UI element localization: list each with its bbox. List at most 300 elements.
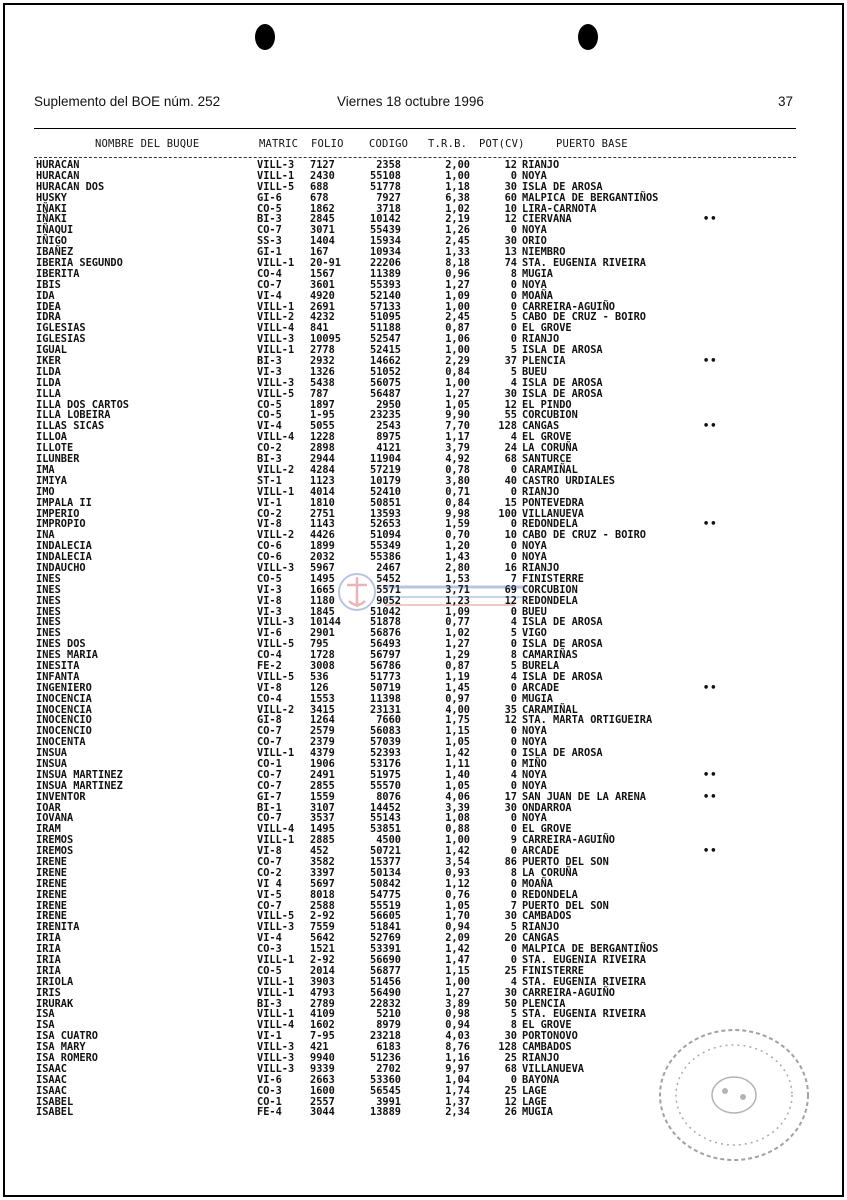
puerto-base-cell: BAYONA xyxy=(522,1073,560,1086)
puerto-base-cell: CORCUBION xyxy=(522,583,578,596)
codigo-cell: 51778 xyxy=(370,180,401,193)
table-row xyxy=(0,225,847,236)
codigo-cell: 53360 xyxy=(370,1073,401,1086)
pot-cell: 13 xyxy=(504,246,517,259)
codigo-cell: 52140 xyxy=(370,289,401,302)
codigo-cell: 56786 xyxy=(370,659,401,672)
pot-cell: 12 xyxy=(504,1095,517,1108)
matric-cell: VILL-2 xyxy=(257,703,295,716)
folio-cell: 3582 xyxy=(310,856,335,868)
vessel-name: INDALECIA xyxy=(36,540,92,553)
vessel-name: ISAAC xyxy=(36,1084,67,1097)
trb-cell: 1,15 xyxy=(445,964,470,977)
pot-cell: 0 xyxy=(510,333,517,346)
folio-cell: 1495 xyxy=(310,572,335,585)
publication-title: Suplemento del BOE núm. 252 xyxy=(34,94,221,109)
pot-cell: 10 xyxy=(504,529,517,542)
puerto-base-cell: NOYA xyxy=(522,779,547,792)
vessel-name: INOCENCIO xyxy=(36,725,92,738)
codigo-cell: 55570 xyxy=(370,779,401,792)
table-row xyxy=(0,432,847,443)
matric-cell: CO-5 xyxy=(257,398,282,411)
table-row xyxy=(0,356,847,367)
pot-cell: 0 xyxy=(510,551,517,564)
vessel-table xyxy=(0,160,847,1118)
matric-cell: CO-3 xyxy=(257,1084,282,1097)
table-row xyxy=(0,160,847,171)
folio-cell: 7127 xyxy=(310,159,335,171)
table-row xyxy=(0,813,847,824)
folio-cell: 5642 xyxy=(310,932,335,945)
table-row xyxy=(0,596,847,607)
codigo-cell: 56877 xyxy=(370,964,401,977)
vessel-name: IDEA xyxy=(36,300,61,313)
puerto-base-cell: EL PINDO xyxy=(522,398,572,411)
puerto-base-cell: NOYA xyxy=(522,169,547,182)
codigo-cell: 13889 xyxy=(370,1106,401,1119)
folio-cell: 1845 xyxy=(310,605,335,618)
vessel-name: INSUA MARTINEZ xyxy=(36,779,123,792)
codigo-cell: 10142 xyxy=(370,213,401,226)
puerto-base-cell: BUEU xyxy=(522,605,547,618)
folio-cell: 1143 xyxy=(310,518,335,531)
puerto-base-cell: NOYA xyxy=(522,736,547,749)
codigo-cell: 51095 xyxy=(370,311,401,324)
trb-cell: 3,80 xyxy=(445,474,470,487)
pot-cell: 16 xyxy=(504,561,517,574)
folio-cell: 1810 xyxy=(310,496,335,509)
table-row xyxy=(0,803,847,814)
matric-cell: CO-6 xyxy=(257,551,282,564)
trb-cell: 1,05 xyxy=(445,398,470,411)
codigo-cell: 6183 xyxy=(376,1041,401,1054)
codigo-cell: 51456 xyxy=(370,975,401,988)
trb-cell: 0,88 xyxy=(445,823,470,836)
pot-cell: 0 xyxy=(510,638,517,651)
vessel-name: IRENE xyxy=(36,866,67,879)
vessel-name: INESITA xyxy=(36,659,80,672)
trb-cell: 3,39 xyxy=(445,801,470,814)
pot-cell: 8 xyxy=(510,1019,517,1032)
trb-cell: 1,70 xyxy=(445,910,470,923)
folio-cell: 1906 xyxy=(310,757,335,770)
vessel-name: IBAÑEZ xyxy=(36,246,74,259)
pot-cell: 60 xyxy=(504,191,517,204)
vessel-name: IRIS xyxy=(36,986,61,999)
matric-cell: BI-1 xyxy=(257,801,282,814)
vessel-name: IÑIGO xyxy=(36,235,67,248)
codigo-cell: 53391 xyxy=(370,943,401,956)
vessel-name: INDALECIA xyxy=(36,551,92,564)
matric-cell: VILL-2 xyxy=(257,529,295,542)
folio-cell: 452 xyxy=(310,845,329,858)
codigo-cell: 5571 xyxy=(376,583,401,596)
matric-cell: GI-8 xyxy=(257,714,282,727)
codigo-cell: 7927 xyxy=(376,191,401,204)
puerto-base-cell: FINISTERRE xyxy=(522,572,584,585)
trb-cell: 1,27 xyxy=(445,387,470,400)
trb-cell: 1,15 xyxy=(445,725,470,738)
puerto-base-cell: CANGAS xyxy=(522,420,560,433)
table-row xyxy=(0,323,847,334)
codigo-cell: 56690 xyxy=(370,954,401,967)
vessel-name: INOCENCIO xyxy=(36,714,92,727)
trb-cell: 6,38 xyxy=(445,191,470,204)
pot-cell: 74 xyxy=(504,257,517,270)
pot-cell: 0 xyxy=(510,888,517,901)
pot-cell: 15 xyxy=(504,496,517,509)
puerto-base-cell: LA CORUÑA xyxy=(522,866,578,879)
vessel-name: ILUNBER xyxy=(36,453,80,466)
puerto-base-cell: CAMBADOS xyxy=(522,1041,572,1054)
matric-cell: VI-4 xyxy=(257,420,282,433)
trb-cell: 2,29 xyxy=(445,355,470,368)
column-header-rule xyxy=(34,157,796,158)
matric-cell: CO-6 xyxy=(257,540,282,553)
folio-cell: 2491 xyxy=(310,768,335,781)
puerto-base-cell: CARAMIÑAL xyxy=(522,463,578,476)
codigo-cell: 53176 xyxy=(370,757,401,770)
trb-cell: 1,20 xyxy=(445,540,470,553)
table-row xyxy=(0,563,847,574)
codigo-cell: 52547 xyxy=(370,333,401,346)
folio-cell: 10144 xyxy=(310,616,341,629)
vessel-name: IRIA xyxy=(36,954,61,967)
trb-cell: 0,76 xyxy=(445,888,470,901)
vessel-name: IRIOLA xyxy=(36,975,74,988)
trb-cell: 1,45 xyxy=(445,681,470,694)
trb-cell: 1,02 xyxy=(445,202,470,215)
pot-cell: 5 xyxy=(510,1008,517,1021)
folio-cell: 167 xyxy=(310,246,329,259)
puerto-base-cell: STA. EUGENIA RIVEIRA xyxy=(522,1008,646,1021)
folio-cell: 3903 xyxy=(310,975,335,988)
table-row xyxy=(0,999,847,1010)
puerto-base-cell: PLENCIA xyxy=(522,355,566,368)
pot-cell: 8 xyxy=(510,267,517,280)
matric-cell: CO-7 xyxy=(257,812,282,825)
puerto-base-cell: REDONDELA xyxy=(522,888,578,901)
puerto-base-cell: LIRA-CARNOTA xyxy=(522,202,597,215)
puerto-base-cell: PORTONOVO xyxy=(522,1030,578,1043)
pot-cell: 0 xyxy=(510,757,517,770)
puerto-base-cell: REDONDELA xyxy=(522,594,578,607)
vessel-name: ILLAS SICAS xyxy=(36,420,105,433)
pot-cell: 9 xyxy=(510,834,517,847)
puerto-base-cell: RIANJO xyxy=(522,333,560,346)
codigo-cell: 51236 xyxy=(370,1052,401,1065)
trb-cell: 2,34 xyxy=(445,1106,470,1119)
trb-cell: 4,03 xyxy=(445,1030,470,1043)
vessel-name: ILDA xyxy=(36,365,61,378)
table-row xyxy=(0,705,847,716)
trb-cell: 1,47 xyxy=(445,954,470,967)
pot-cell: 0 xyxy=(510,954,517,967)
puerto-base-cell: LAGE xyxy=(522,1095,547,1108)
folio-cell: 2932 xyxy=(310,355,335,368)
folio-cell: 3415 xyxy=(310,703,335,716)
puerto-base-cell: CARREIRA-AGUIÑO xyxy=(522,834,615,847)
pot-cell: 24 xyxy=(504,442,517,455)
table-row xyxy=(0,476,847,487)
matric-cell: CO-7 xyxy=(257,278,282,291)
trb-cell: 1,43 xyxy=(445,551,470,564)
puerto-base-cell: PLENCIA xyxy=(522,997,566,1010)
puerto-base-cell: MIÑO xyxy=(522,757,547,770)
matric-cell: VILL-1 xyxy=(257,747,295,760)
vessel-name: INFANTA xyxy=(36,670,80,683)
folio-cell: 2789 xyxy=(310,997,335,1010)
trb-cell: 1,42 xyxy=(445,747,470,760)
codigo-cell: 15377 xyxy=(370,856,401,868)
puerto-base-cell: CIERVANA xyxy=(522,213,572,226)
matric-cell: VILL-1 xyxy=(257,954,295,967)
pot-cell: 25 xyxy=(504,1084,517,1097)
puerto-base-cell: ISLA DE AROSA xyxy=(522,376,603,389)
vessel-name: IRIA xyxy=(36,964,61,977)
codigo-cell: 5452 xyxy=(376,572,401,585)
folio-cell: 2901 xyxy=(310,627,335,640)
pot-cell: 50 xyxy=(504,997,517,1010)
matric-cell: VI-8 xyxy=(257,681,282,694)
folio-cell: 1559 xyxy=(310,790,335,803)
vessel-name: INES xyxy=(36,605,61,618)
matric-cell: VI-1 xyxy=(257,1030,282,1043)
official-seal-stamp xyxy=(655,1025,813,1165)
puerto-base-cell: ISLA DE AROSA xyxy=(522,616,603,629)
vessel-name: IRENE xyxy=(36,856,67,868)
codigo-cell: 15934 xyxy=(370,235,401,248)
vessel-name: IMO xyxy=(36,485,55,498)
trb-cell: 1,33 xyxy=(445,246,470,259)
table-row xyxy=(0,171,847,182)
codigo-cell: 50719 xyxy=(370,681,401,694)
pot-cell: 30 xyxy=(504,1030,517,1043)
vessel-name: HURACAN xyxy=(36,169,80,182)
mark-cell: •• xyxy=(703,420,718,433)
matric-cell: BI-3 xyxy=(257,453,282,466)
folio-cell: 2778 xyxy=(310,344,335,357)
puerto-base-cell: CASTRO URDIALES xyxy=(522,474,615,487)
vessel-name: ISA xyxy=(36,1019,55,1032)
puerto-base-cell: ISLA DE AROSA xyxy=(522,344,603,357)
table-row xyxy=(0,792,847,803)
vessel-name: ISAAC xyxy=(36,1062,67,1075)
vessel-name: IBERITA xyxy=(36,267,80,280)
matric-cell: VILL-3 xyxy=(257,1062,295,1075)
codigo-cell: 51841 xyxy=(370,921,401,934)
trb-cell: 0,93 xyxy=(445,866,470,879)
vessel-name: IGLESIAS xyxy=(36,322,86,335)
vessel-name: IRURAK xyxy=(36,997,74,1010)
pot-cell: 25 xyxy=(504,1052,517,1065)
vessel-name: IÑAKI xyxy=(36,213,67,226)
puerto-base-cell: MOAÑA xyxy=(522,877,553,890)
pot-cell: 0 xyxy=(510,812,517,825)
table-row xyxy=(0,214,847,225)
vessel-name: ILLA LOBEIRA xyxy=(36,409,111,422)
mark-cell: •• xyxy=(703,790,718,803)
trb-cell: 0,97 xyxy=(445,692,470,705)
table-row xyxy=(0,944,847,955)
pot-cell: 7 xyxy=(510,899,517,912)
matric-cell: GI-1 xyxy=(257,246,282,259)
trb-cell: 1,06 xyxy=(445,333,470,346)
table-row xyxy=(0,857,847,868)
matric-cell: VILL-4 xyxy=(257,322,295,335)
pot-cell: 8 xyxy=(510,866,517,879)
trb-cell: 1,00 xyxy=(445,834,470,847)
table-row xyxy=(0,759,847,770)
pot-cell: 10 xyxy=(504,202,517,215)
pot-cell: 0 xyxy=(510,289,517,302)
table-row xyxy=(0,770,847,781)
matric-cell: VILL-1 xyxy=(257,975,295,988)
vessel-name: ISABEL xyxy=(36,1106,74,1119)
table-row xyxy=(0,846,847,857)
folio-cell: 1899 xyxy=(310,540,335,553)
folio-cell: 2751 xyxy=(310,507,335,520)
puerto-base-cell: MALPICA DE BERGANTIÑOS xyxy=(522,191,659,204)
codigo-cell: 4121 xyxy=(376,442,401,455)
vessel-name: IRENE xyxy=(36,910,67,923)
pot-cell: 4 xyxy=(510,376,517,389)
pot-cell: 0 xyxy=(510,877,517,890)
table-row xyxy=(0,182,847,193)
folio-cell: 3537 xyxy=(310,812,335,825)
vessel-name: ILLOTE xyxy=(36,442,74,455)
pot-cell: 37 xyxy=(504,355,517,368)
trb-cell: 1,08 xyxy=(445,812,470,825)
folio-cell: 688 xyxy=(310,180,329,193)
folio-cell: 5967 xyxy=(310,561,335,574)
trb-cell: 3,54 xyxy=(445,856,470,868)
codigo-cell: 10179 xyxy=(370,474,401,487)
trb-cell: 1,26 xyxy=(445,224,470,237)
pot-cell: 5 xyxy=(510,921,517,934)
pot-cell: 128 xyxy=(498,1041,517,1054)
punch-hole-left xyxy=(255,24,275,50)
matric-cell: CO-3 xyxy=(257,943,282,956)
folio-cell: 1495 xyxy=(310,823,335,836)
puerto-base-cell: REDONDELA xyxy=(522,518,578,531)
pot-cell: 30 xyxy=(504,986,517,999)
table-row xyxy=(0,617,847,628)
vessel-name: IÑAQUI xyxy=(36,224,74,237)
puerto-base-cell: EL GROVE xyxy=(522,322,572,335)
trb-cell: 0,84 xyxy=(445,496,470,509)
vessel-name: ILLA xyxy=(36,387,61,400)
trb-cell: 1,27 xyxy=(445,986,470,999)
matric-cell: VILL-1 xyxy=(257,169,295,182)
mark-cell: •• xyxy=(703,681,718,694)
trb-cell: 9,98 xyxy=(445,507,470,520)
codigo-cell: 56075 xyxy=(370,376,401,389)
codigo-cell: 23131 xyxy=(370,703,401,716)
table-row xyxy=(0,498,847,509)
matric-cell: BI-3 xyxy=(257,997,282,1010)
codigo-cell: 3718 xyxy=(376,202,401,215)
matric-cell: ST-1 xyxy=(257,474,282,487)
trb-cell: 4,00 xyxy=(445,703,470,716)
matric-cell: VILL-1 xyxy=(257,257,295,270)
folio-cell: 1326 xyxy=(310,365,335,378)
folio-cell: 1-95 xyxy=(310,409,335,422)
puerto-base-cell: CARREIRA-AGUIÑO xyxy=(522,300,615,313)
matric-cell: CO-5 xyxy=(257,409,282,422)
pot-cell: 128 xyxy=(498,420,517,433)
trb-cell: 1,05 xyxy=(445,736,470,749)
puerto-base-cell: NOYA xyxy=(522,540,547,553)
trb-cell: 1,00 xyxy=(445,376,470,389)
trb-cell: 1,04 xyxy=(445,1073,470,1086)
vessel-name: IBIS xyxy=(36,278,61,291)
table-row xyxy=(0,737,847,748)
puerto-base-cell: RIANJO xyxy=(522,561,560,574)
trb-cell: 2,00 xyxy=(445,159,470,171)
table-row xyxy=(0,715,847,726)
matric-cell: CO-2 xyxy=(257,507,282,520)
pot-cell: 0 xyxy=(510,845,517,858)
matric-cell: CO-7 xyxy=(257,899,282,912)
matric-cell: VI-3 xyxy=(257,583,282,596)
pot-cell: 0 xyxy=(510,736,517,749)
puerto-base-cell: ISLA DE AROSA xyxy=(522,638,603,651)
pot-cell: 0 xyxy=(510,224,517,237)
pot-cell: 4 xyxy=(510,670,517,683)
table-row xyxy=(0,334,847,345)
vessel-name: IREMOS xyxy=(36,834,74,847)
pot-cell: 30 xyxy=(504,387,517,400)
codigo-cell: 51878 xyxy=(370,616,401,629)
pot-cell: 86 xyxy=(504,856,517,868)
table-row xyxy=(0,955,847,966)
folio-cell: 4920 xyxy=(310,289,335,302)
codigo-cell: 23218 xyxy=(370,1030,401,1043)
pot-cell: 17 xyxy=(504,790,517,803)
trb-cell: 0,96 xyxy=(445,267,470,280)
codigo-cell: 55349 xyxy=(370,540,401,553)
table-row xyxy=(0,269,847,280)
folio-cell: 2663 xyxy=(310,1073,335,1086)
puerto-base-cell: RIANJO xyxy=(522,921,560,934)
vessel-name: HURACAN DOS xyxy=(36,180,105,193)
pot-cell: 0 xyxy=(510,823,517,836)
vessel-name: IRIA xyxy=(36,932,61,945)
table-row xyxy=(0,410,847,421)
mark-cell: •• xyxy=(703,213,718,226)
trb-cell: 1,19 xyxy=(445,670,470,683)
pot-cell: 69 xyxy=(504,583,517,596)
table-row xyxy=(0,890,847,901)
puerto-base-cell: MUGIA xyxy=(522,1106,553,1119)
pot-cell: 4 xyxy=(510,616,517,629)
folio-cell: 2898 xyxy=(310,442,335,455)
codigo-cell: 56487 xyxy=(370,387,401,400)
pot-cell: 5 xyxy=(510,344,517,357)
puerto-base-cell: STA. MARTA ORTIGUEIRA xyxy=(522,714,653,727)
pot-cell: 68 xyxy=(504,1062,517,1075)
table-row xyxy=(0,193,847,204)
codigo-cell: 55386 xyxy=(370,551,401,564)
table-row xyxy=(0,835,847,846)
folio-cell: 9339 xyxy=(310,1062,335,1075)
matric-cell: CO-5 xyxy=(257,572,282,585)
vessel-name: INOCENCIA xyxy=(36,703,92,716)
pot-cell: 12 xyxy=(504,594,517,607)
puerto-base-cell: ISLA DE AROSA xyxy=(522,387,603,400)
codigo-cell: 52415 xyxy=(370,344,401,357)
